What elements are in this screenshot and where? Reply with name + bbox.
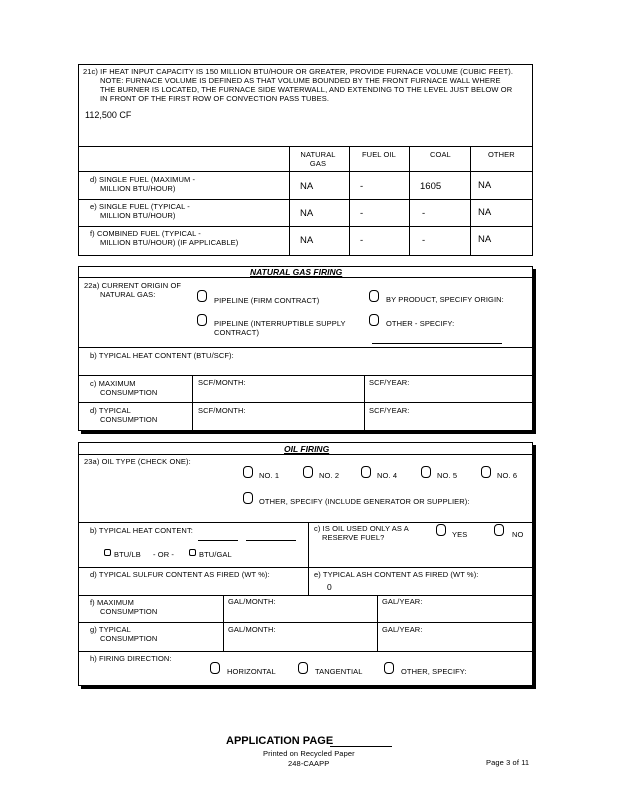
ng-other-checkbox[interactable] <box>369 314 379 326</box>
pipeline-interruptible-label2: CONTRACT) <box>214 328 260 337</box>
oil-no4-label: NO. 4 <box>377 471 398 480</box>
oil-no2-label: NO. 2 <box>319 471 340 480</box>
row-e-label1: e) SINGLE FUEL (TYPICAL - <box>90 202 190 211</box>
oil-e-ash-label: e) TYPICAL ASH CONTENT AS FIRED (WT %): <box>314 570 479 579</box>
oil-g-gal-month: GAL/MONTH: <box>228 625 276 634</box>
oil-f-gal-year: GAL/YEAR: <box>382 597 423 606</box>
oil-rule-4 <box>78 622 533 623</box>
oil-rule-5 <box>78 651 533 652</box>
header-natural-gas: NATURAL GAS <box>300 150 336 168</box>
dir-tangential-checkbox[interactable] <box>298 662 308 674</box>
row-d-oil[interactable]: - <box>360 181 364 192</box>
fuel-table-row2 <box>78 199 533 200</box>
dir-horizontal-checkbox[interactable] <box>210 662 220 674</box>
q23a-label: 23a) OIL TYPE (CHECK ONE): <box>84 457 191 466</box>
row-f-label1: f) COMBINED FUEL (TYPICAL - <box>90 229 201 238</box>
oil-no2-checkbox[interactable] <box>303 466 313 478</box>
oil-no6-label: NO. 6 <box>497 471 518 480</box>
row-e-other[interactable]: NA <box>478 207 492 218</box>
ng-c-max-label2: CONSUMPTION <box>100 388 158 397</box>
row-e-gas[interactable]: NA <box>300 208 314 219</box>
oil-col-2 <box>377 595 378 651</box>
oil-shadow-bottom <box>81 686 536 689</box>
oil-g-typ-label2: CONSUMPTION <box>100 634 158 643</box>
dir-other-label: OTHER, SPECIFY: <box>401 667 467 676</box>
pipeline-interruptible-label1: PIPELINE (INTERRUPTIBLE SUPPLY <box>214 319 346 328</box>
recycled-paper-note: Printed on Recycled Paper <box>263 749 355 758</box>
row-e-label2: MILLION BTU/HOUR) <box>100 211 176 220</box>
oil-e-ash-value[interactable]: 0 <box>327 582 332 592</box>
oil-c-reserve-label2: RESERVE FUEL? <box>322 533 385 542</box>
oil-firing-title: OIL FIRING <box>284 444 330 454</box>
row-d-label1: d) SINGLE FUEL (MAXIMUM - <box>90 175 196 184</box>
ng-rule-3 <box>78 402 533 403</box>
ng-c-max-label1: c) MAXIMUM <box>90 379 136 388</box>
ng-title-rule <box>78 277 533 278</box>
oil-h-dir-label: h) FIRING DIRECTION: <box>90 654 172 663</box>
ng-col-2 <box>364 375 365 431</box>
ng-c-scf-month: SCF/MONTH: <box>198 378 246 387</box>
fuel-col2 <box>349 146 350 256</box>
ng-d-typ-label2: CONSUMPTION <box>100 415 158 424</box>
row-d-gas[interactable]: NA <box>300 181 314 192</box>
reserve-no-label: NO <box>512 530 524 539</box>
oil-g-gal-year: GAL/YEAR: <box>382 625 423 634</box>
natural-gas-shadow-right <box>533 269 536 434</box>
row-f-other[interactable]: NA <box>478 234 492 245</box>
btu-lb-checkbox[interactable] <box>104 549 111 556</box>
ng-other-specify-line[interactable] <box>372 343 502 344</box>
reserve-yes-label: YES <box>452 530 468 539</box>
page-number: Page 3 of 11 <box>486 758 530 767</box>
oil-g-typ-label1: g) TYPICAL <box>90 625 131 634</box>
application-page-heading: APPLICATION PAGE <box>226 735 334 747</box>
oil-d-sulfur-label: d) TYPICAL SULFUR CONTENT AS FIRED (WT %): <box>90 570 270 579</box>
q21c-line4: IN FRONT OF THE FIRST ROW OF CONVECTION PASS TUBES. <box>100 94 330 103</box>
ng-other-label: OTHER - SPECIFY: <box>386 319 455 328</box>
ng-b-heat-label: b) TYPICAL HEAT CONTENT (BTU/SCF): <box>90 351 234 360</box>
header-other: OTHER <box>488 150 515 159</box>
oil-f-max-label1: f) MAXIMUM <box>90 598 134 607</box>
fuel-table-top <box>78 146 533 147</box>
row-d-label2: MILLION BTU/HOUR) <box>100 184 176 193</box>
pipeline-firm-checkbox[interactable] <box>197 290 207 302</box>
dir-other-checkbox[interactable] <box>384 662 394 674</box>
q21c-answer[interactable]: 112,500 CF <box>85 110 132 120</box>
oil-no5-label: NO. 5 <box>437 471 458 480</box>
application-page-number-line[interactable] <box>330 746 392 747</box>
pipeline-interruptible-checkbox[interactable] <box>197 314 207 326</box>
natural-gas-title: NATURAL GAS FIRING <box>250 267 343 277</box>
oil-f-max-label2: CONSUMPTION <box>100 607 158 616</box>
ng-d-typ-label1: d) TYPICAL <box>90 406 131 415</box>
reserve-yes-checkbox[interactable] <box>436 524 446 536</box>
row-f-coal[interactable]: - <box>422 235 426 246</box>
oil-rule-1 <box>78 522 533 523</box>
oil-col-1 <box>223 595 224 651</box>
oil-b-heat-label: b) TYPICAL HEAT CONTENT: <box>90 526 193 535</box>
pipeline-firm-label: PIPELINE (FIRM CONTRACT) <box>214 296 320 305</box>
oil-no4-checkbox[interactable] <box>361 466 371 478</box>
header-coal: COAL <box>430 150 451 159</box>
row-d-coal[interactable]: 1605 <box>420 181 442 192</box>
fuel-table-row1 <box>78 171 533 172</box>
oil-no5-checkbox[interactable] <box>421 466 431 478</box>
oil-no1-checkbox[interactable] <box>243 466 253 478</box>
dir-tangential-label: TANGENTIAL <box>315 667 363 676</box>
q21c-line2: NOTE: FURNACE VOLUME IS DEFINED AS THAT VOLUME BOUNDED BY THE FRONT FURNACE WALL WHERE <box>100 76 501 85</box>
q21c-line1: 21c) IF HEAT INPUT CAPACITY IS 150 MILLION BTU/HOUR OR GREATER, PROVIDE FURNACE VOLUME (CUBIC FEET). <box>83 67 514 76</box>
oil-c-reserve-label1: c) IS OIL USED ONLY AS A <box>314 524 409 533</box>
byproduct-label: BY PRODUCT, SPECIFY ORIGIN: <box>386 295 504 304</box>
oil-no6-checkbox[interactable] <box>481 466 491 478</box>
oil-b-heat-line1[interactable] <box>198 540 238 541</box>
fuel-table-row3 <box>78 226 533 227</box>
row-e-coal[interactable]: - <box>422 208 426 219</box>
natural-gas-shadow-bottom <box>81 431 536 434</box>
oil-col-ash <box>308 567 309 595</box>
reserve-no-checkbox[interactable] <box>494 524 504 536</box>
row-f-label2: MILLION BTU/HOUR) (IF APPLICABLE) <box>100 238 239 247</box>
btu-gal-checkbox[interactable] <box>189 549 196 556</box>
q22a-line2: NATURAL GAS: <box>100 290 156 299</box>
oil-title-rule <box>78 454 533 455</box>
ng-rule-1 <box>78 347 533 348</box>
fuel-col3 <box>409 146 410 256</box>
row-f-oil[interactable]: - <box>360 235 364 246</box>
row-f-gas[interactable]: NA <box>300 235 314 246</box>
ng-d-scf-month: SCF/MONTH: <box>198 406 246 415</box>
fuel-col1 <box>289 146 290 256</box>
oil-f-gal-month: GAL/MONTH: <box>228 597 276 606</box>
oil-shadow-right <box>533 445 536 689</box>
ng-col-1 <box>192 375 193 431</box>
byproduct-checkbox[interactable] <box>369 290 379 302</box>
oil-other-label: OTHER, SPECIFY (INCLUDE GENERATOR OR SUPPLIER): <box>259 497 470 506</box>
form-number: 248-CAAPP <box>288 759 330 768</box>
oil-other-checkbox[interactable] <box>243 492 253 504</box>
oil-no1-label: NO. 1 <box>259 471 280 480</box>
btu-gal-label: BTU/GAL <box>199 550 232 559</box>
q22a-line1: 22a) CURRENT ORIGIN OF <box>84 281 182 290</box>
oil-rule-3 <box>78 595 533 596</box>
header-fuel-oil: FUEL OIL <box>362 150 396 159</box>
row-e-oil[interactable]: - <box>360 208 364 219</box>
oil-firing-box <box>78 442 533 686</box>
ng-rule-2 <box>78 375 533 376</box>
oil-col-reserve <box>308 522 309 567</box>
oil-or-label: - OR - <box>153 550 175 559</box>
fuel-col4 <box>470 146 471 256</box>
dir-horizontal-label: HORIZONTAL <box>227 667 276 676</box>
ng-d-scf-year: SCF/YEAR: <box>369 406 410 415</box>
btu-lb-label: BTU/LB <box>114 550 141 559</box>
q21c-line3: THE BURNER IS LOCATED, THE FURNACE SIDE WATERWALL, AND EXTENDING TO THE LEVEL JUST BELOW OR <box>100 85 513 94</box>
oil-b-heat-line2[interactable] <box>246 540 296 541</box>
oil-rule-2 <box>78 567 533 568</box>
row-d-other[interactable]: NA <box>478 180 492 191</box>
ng-c-scf-year: SCF/YEAR: <box>369 378 410 387</box>
